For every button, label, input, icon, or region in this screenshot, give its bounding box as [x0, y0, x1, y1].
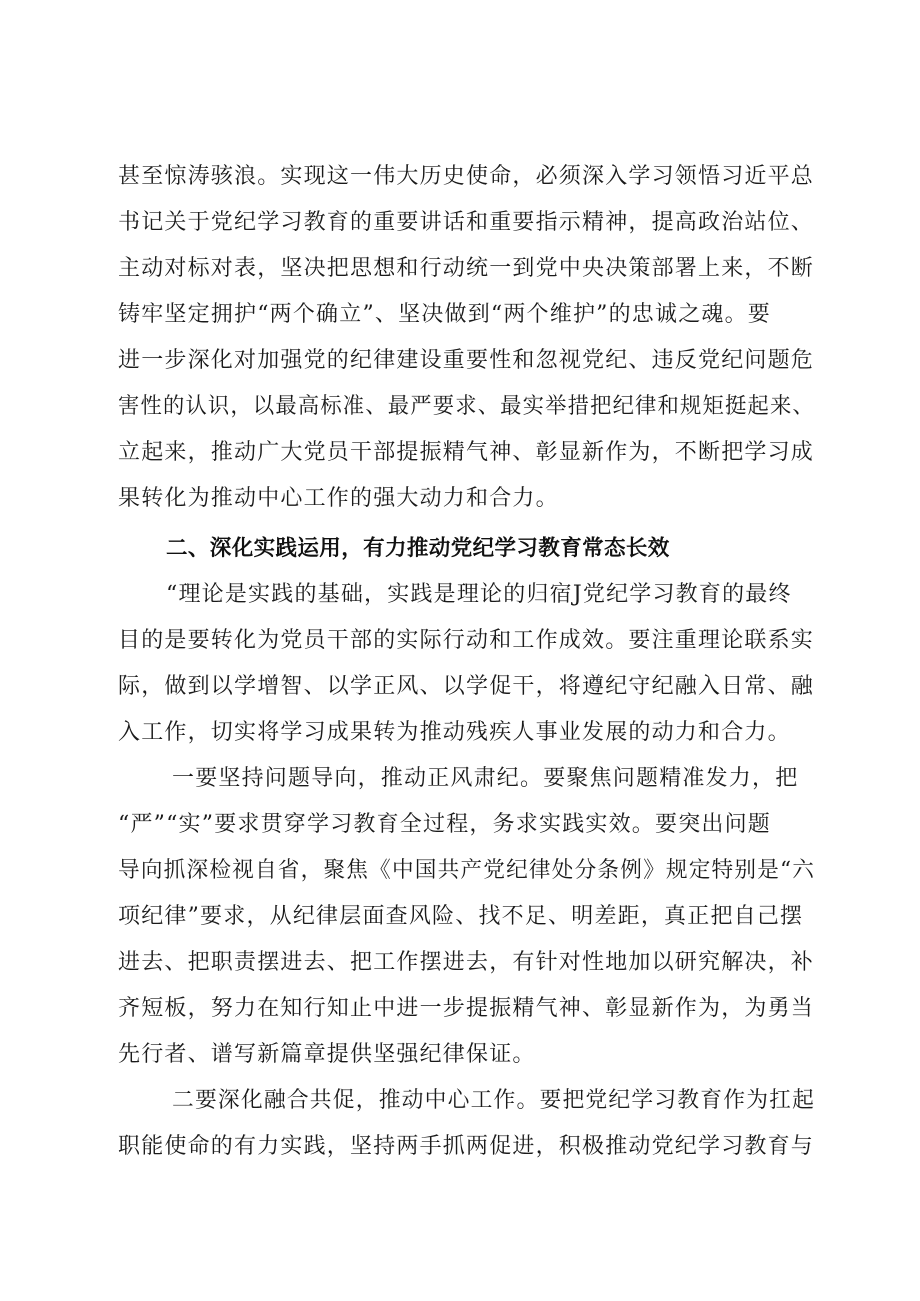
paragraph-2-line-2: 目的是要转化为党员干部的实际行动和工作成效。要注重理论联系实 [118, 628, 815, 653]
paragraph-1-line-5: 进一步深化对加强党的纪律建设重要性和忽视党纪、违反党纪问题危 [118, 348, 815, 373]
paragraph-4-line-1: 二要深化融合共促，推动中心工作。要把党纪学习教育作为扛起 [172, 1088, 816, 1113]
paragraph-3-line-1: 一要坚持问题导向，推动正风肃纪。要聚焦问题精准发力，把 [172, 766, 799, 791]
paragraph-1-line-3: 主动对标对表，坚决把思想和行动统一到党中央决策部署上来，不断 [118, 256, 815, 281]
paragraph-3-line-2: “严”“实”要求贯穿学习教育全过程，务求实践实效。要突出问题 [118, 812, 771, 837]
paragraph-1-line-1: 甚至惊涛骇浪。实现这一伟大历史使命，必须深入学习领悟习近平总 [118, 164, 815, 189]
paragraph-3-line-7: 先行者、谱写新篇章提供坚强纪律保证。 [118, 1042, 536, 1067]
paragraph-3-line-5: 进去、把职责摆进去、把工作摆进去，有针对性地加以研究解决，补 [118, 950, 815, 975]
paragraph-4-line-2: 职能使命的有力实践，坚持两手抓两促进，积极推动党纪学习教育与 [118, 1134, 815, 1159]
paragraph-3-line-3: 导向抓深检视自省，聚焦《中国共产党纪律处分条例》规定特别是“六 [118, 858, 816, 883]
paragraph-2-line-4: 入工作，切实将学习成果转为推动残疾人事业发展的动力和合力。 [118, 720, 791, 745]
paragraph-1-line-8: 果转化为推动中心工作的强大动力和合力。 [118, 486, 559, 511]
section-heading: 二、深化实践运用，有力推动党纪学习教育常态长效 [166, 536, 670, 561]
paragraph-1-line-6: 害性的认识，以最高标准、最严要求、最实举措把纪律和规矩挺起来、 [118, 394, 815, 419]
paragraph-3-line-4: 项纪律”要求，从纪律层面查风险、找不足、明差距，真正把自己摆 [118, 904, 804, 929]
paragraph-1-line-7: 立起来，推动广大党员干部提振精气神、彰显新作为，不断把学习成 [118, 440, 815, 465]
paragraph-1-line-2: 书记关于党纪学习教育的重要讲话和重要指示精神，提高政治站位、 [118, 210, 815, 235]
paragraph-2-line-3: 际，做到以学增智、以学正风、以学促干，将遵纪守纪融入日常、融 [118, 674, 815, 699]
paragraph-1-line-4: 铸牢坚定拥护“两个确立”、坚决做到“两个维护”的忠诚之魂。要 [118, 302, 771, 327]
paragraph-2-line-1: “理论是实践的基础，实践是理论的归宿J党纪学习教育的最终 [166, 582, 792, 607]
paragraph-3-line-6: 齐短板，努力在知行知止中进一步提振精气神、彰显新作为，为勇当 [118, 996, 815, 1021]
